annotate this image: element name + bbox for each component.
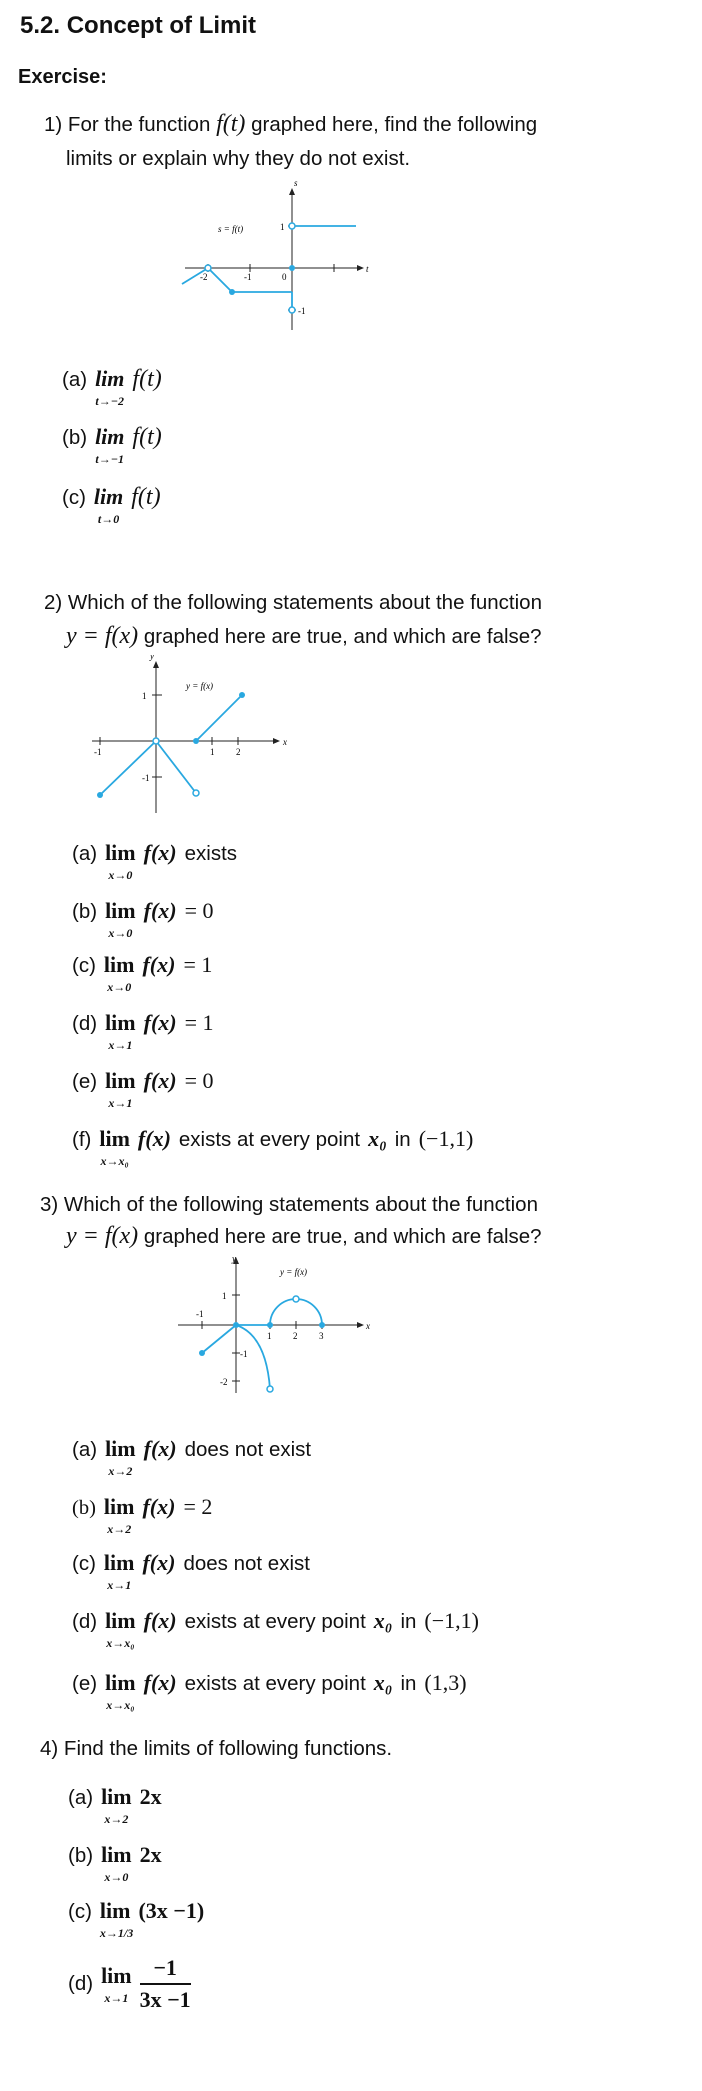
q1-prompt: 1) For the function f(t) graphed here, find the following	[44, 111, 538, 137]
q3-tick-2x: 2	[293, 1331, 298, 1341]
q3-item-e: (e) lim x→x₀ f(x) exists at every point x₀ in (1,3)	[72, 1670, 467, 1712]
q3-closed-origin	[233, 1322, 239, 1328]
q2-open-bottom	[193, 790, 199, 796]
q2-tick-m1y: -1	[142, 773, 150, 783]
q4-item-b: (b) lim x→0 2x	[68, 1842, 162, 1884]
q2-graph	[86, 655, 296, 815]
q2-item-e: (e) lim x→1 f(x) = 0	[72, 1068, 214, 1110]
q2-item-a: (a) lim x→0 f(x) exists	[72, 840, 238, 882]
q3-y-label: y	[232, 1255, 236, 1264]
q3-tick-1x: 1	[267, 1331, 272, 1341]
q1-x-arrow	[357, 265, 364, 271]
q3-tick-1: 1	[222, 1291, 227, 1301]
q2-item-c: (c) lim x→0 f(x) = 1	[72, 952, 213, 994]
q3-item-d: (d) lim x→x₀ f(x) exists at every point x₀ in (−1,1)	[72, 1608, 479, 1650]
q2-y-label: y	[150, 655, 154, 661]
q1-tick-0: 0	[282, 272, 287, 282]
q3-function-curve	[202, 1299, 322, 1389]
q1-graph	[160, 180, 390, 335]
q1-open-bottom-point	[289, 307, 295, 313]
q1-origin-point	[289, 265, 295, 271]
q2-prompt-line2: y = f(x) graphed here are true, and which are false?	[66, 623, 542, 649]
q4-item-d: (d) lim x→1 $\frac{-1}{3x -1}$	[68, 1955, 191, 2012]
q1-closed-point	[229, 289, 235, 295]
q1-prompt-line2: limits or explain why they do not exist.	[66, 147, 411, 170]
q3-fn-label: y = f(x)	[280, 1267, 308, 1277]
q3-item-a: (a) lim x→2 f(x) does not exist	[72, 1436, 312, 1478]
q4-item-a: (a) lim x→2 2x	[68, 1784, 162, 1826]
q3-open-bottom	[267, 1386, 273, 1392]
q4-fraction: $\frac{-1}{3x -1}$	[139, 1955, 191, 2012]
q2-item-d: (d) lim x→1 f(x) = 1	[72, 1010, 214, 1052]
q2-function-curve	[100, 695, 242, 795]
q2-item-b: (b) lim x→0 f(x) = 0	[72, 898, 214, 940]
q1-open-point	[205, 265, 211, 271]
q3-open-top	[293, 1296, 299, 1302]
q1-s-label: s	[294, 180, 298, 188]
q3-x-label: x	[366, 1321, 370, 1331]
q2-item-f: (f) lim x→x₀ f(x) exists at every point x₀ in (−1,1)	[72, 1126, 474, 1168]
q2-fn-label: y = f(x)	[186, 681, 214, 691]
q3-tick-m1x: -1	[196, 1309, 204, 1319]
q1-open-top-point	[289, 223, 295, 229]
q3-closed-1	[267, 1322, 273, 1328]
q3-tick-m2: -2	[220, 1377, 228, 1387]
q2-x-label: x	[283, 737, 287, 747]
q1-fn: f(t)	[216, 111, 246, 137]
q2-prompt: 2) Which of the following statements about the function	[44, 591, 542, 614]
q1-tick-1: 1	[280, 222, 285, 232]
q3-prompt-line2: y = f(x) graphed here are true, and which are false?	[66, 1223, 542, 1249]
q3-item-b: (b) lim x→2 f(x) = 2	[72, 1494, 213, 1536]
exercise-label: Exercise:	[18, 66, 107, 88]
q1-t-label: t	[366, 264, 369, 274]
q3-tick-3x: 3	[319, 1331, 324, 1341]
q3-item-c: (c) lim x→1 f(x) does not exist	[72, 1550, 310, 1592]
q2-origin-open	[153, 738, 159, 744]
q1-item-a: (a) lim t→−2 f(t)	[62, 366, 162, 408]
q1-y-arrow	[289, 188, 295, 195]
q2-tick-1: 1	[142, 691, 147, 701]
q1-item-c: (c) lim t→0 f(t)	[62, 484, 161, 526]
q3-tick-m1: -1	[240, 1349, 248, 1359]
q2-closed-left	[97, 792, 103, 798]
q4-item-c: (c) lim x→1/3 (3x −1)	[68, 1898, 205, 1940]
q2-tick-m1x: -1	[94, 747, 102, 757]
q1-item-b: (b) lim t→−1 f(t)	[62, 424, 162, 466]
q1-tick-neg1: -1	[298, 306, 306, 316]
q3-graph	[176, 1255, 376, 1395]
q2-closed-mid	[193, 738, 199, 744]
q1-tick-m1: -1	[244, 272, 252, 282]
q2-tick-1x: 1	[210, 747, 215, 757]
q2-closed-top	[239, 692, 245, 698]
q2-tick-2x: 2	[236, 747, 241, 757]
q1-tick-m2: -2	[200, 272, 208, 282]
q3-closed-3	[319, 1322, 325, 1328]
q3-prompt: 3) Which of the following statements about the function	[40, 1193, 538, 1216]
q4-prompt: 4) Find the limits of following functions.	[40, 1737, 393, 1760]
q1-fn-label: s = f(t)	[218, 224, 244, 234]
q3-closed-left	[199, 1350, 205, 1356]
page-title: 5.2. Concept of Limit	[20, 12, 257, 39]
